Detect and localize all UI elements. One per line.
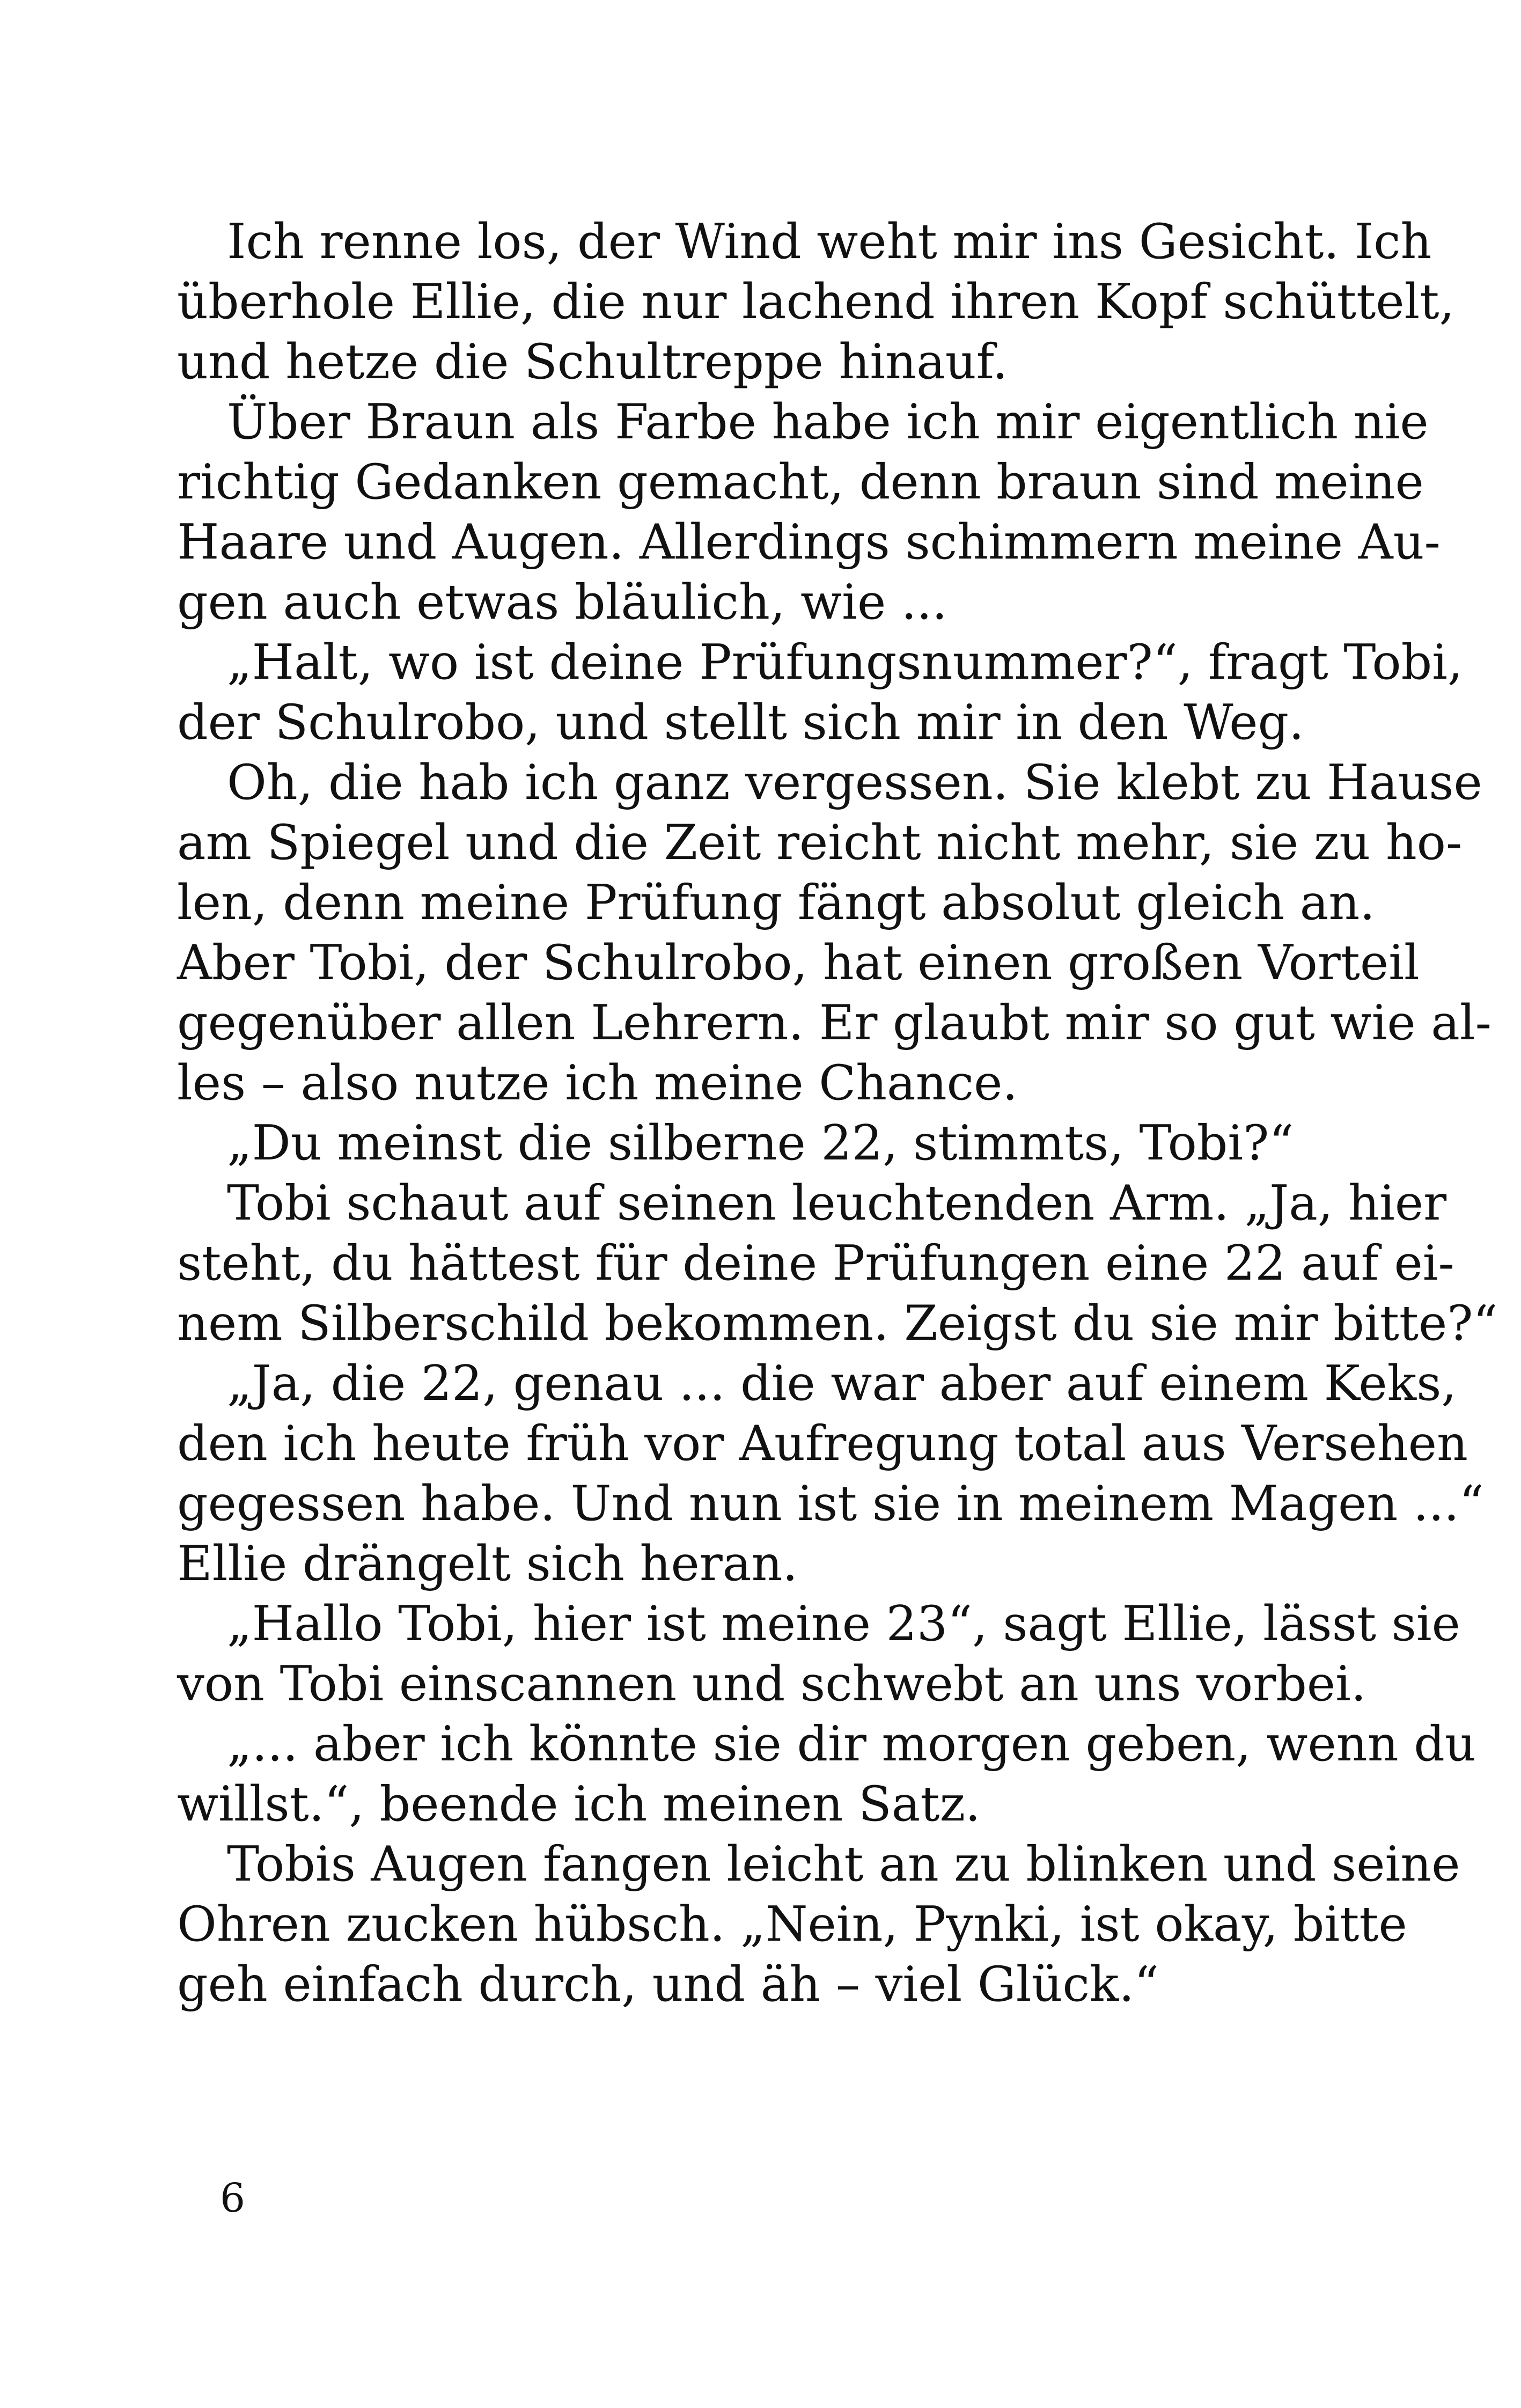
text-line: willst.“, beende ich meinen Satz. (177, 1776, 981, 1832)
text-line: nem Silberschild bekommen. Zeigst du sie mir bitte?“ (177, 1295, 1498, 1352)
text-line: am Spiegel und die Zeit reicht nicht mehr, sie zu ho- (177, 814, 1463, 871)
text-line: und hetze die Schultreppe hinauf. (177, 334, 1008, 390)
body-text (177, 212, 1498, 2015)
text-line: les – also nutze ich meine Chance. (177, 1055, 1018, 1111)
text-line: Über Braun als Farbe habe ich mir eigentlich nie (227, 394, 1429, 450)
text-line: geh einfach durch, und äh – viel Glück.“ (177, 1956, 1159, 2013)
text-line: Aber Tobi, der Schulrobo, hat einen großen Vorteil (177, 935, 1420, 991)
text-line: der Schulrobo, und stellt sich mir in den Weg. (177, 694, 1304, 751)
text-line: Haare und Augen. Allerdings schimmern meine Au- (177, 514, 1441, 570)
text-line: den ich heute früh vor Aufregung total aus Versehen (177, 1415, 1468, 1472)
text-line: Ich renne los, der Wind weht mir ins Gesicht. Ich (227, 214, 1432, 270)
text-line: „Hallo Tobi, hier ist meine 23“, sagt Ellie, lässt sie (227, 1596, 1460, 1652)
text-line: gegessen habe. Und nun ist sie in meinem Magen ...“ (177, 1475, 1484, 1532)
text-line: „Ja, die 22, genau ... die war aber auf einem Keks, (227, 1355, 1457, 1412)
text-line: len, denn meine Prüfung fängt absolut gleich an. (177, 875, 1375, 931)
text-line: Tobi schaut auf seinen leuchtenden Arm. „Ja, hier (227, 1175, 1447, 1231)
text-line: Oh, die hab ich ganz vergessen. Sie klebt zu Hause (227, 754, 1482, 811)
text-line: Tobis Augen fangen leicht an zu blinken und seine (227, 1836, 1460, 1892)
text-line: gegenüber allen Lehrern. Er glaubt mir so gut wie al- (177, 995, 1492, 1051)
text-line: „Du meinst die silberne 22, stimmts, Tobi?“ (227, 1115, 1294, 1171)
text-line: Ohren zucken hübsch. „Nein, Pynki, ist okay, bitte (177, 1896, 1407, 1952)
text-line: „... aber ich könnte sie dir morgen geben, wenn du (227, 1716, 1476, 1772)
text-line: von Tobi einscannen und schwebt an uns vorbei. (177, 1656, 1366, 1712)
text-line: „Halt, wo ist deine Prüfungsnummer?“, fragt Tobi, (227, 634, 1463, 691)
text-line: gen auch etwas bläulich, wie ... (177, 574, 947, 630)
text-line: Ellie drängelt sich heran. (177, 1536, 798, 1592)
text-line: steht, du hättest für deine Prüfungen eine 22 auf ei- (177, 1235, 1454, 1291)
text-line: richtig Gedanken gemacht, denn braun sind meine (177, 454, 1424, 510)
page-number: 6 (220, 2175, 246, 2221)
text-line: überhole Ellie, die nur lachend ihren Kopf schüttelt, (177, 274, 1455, 330)
